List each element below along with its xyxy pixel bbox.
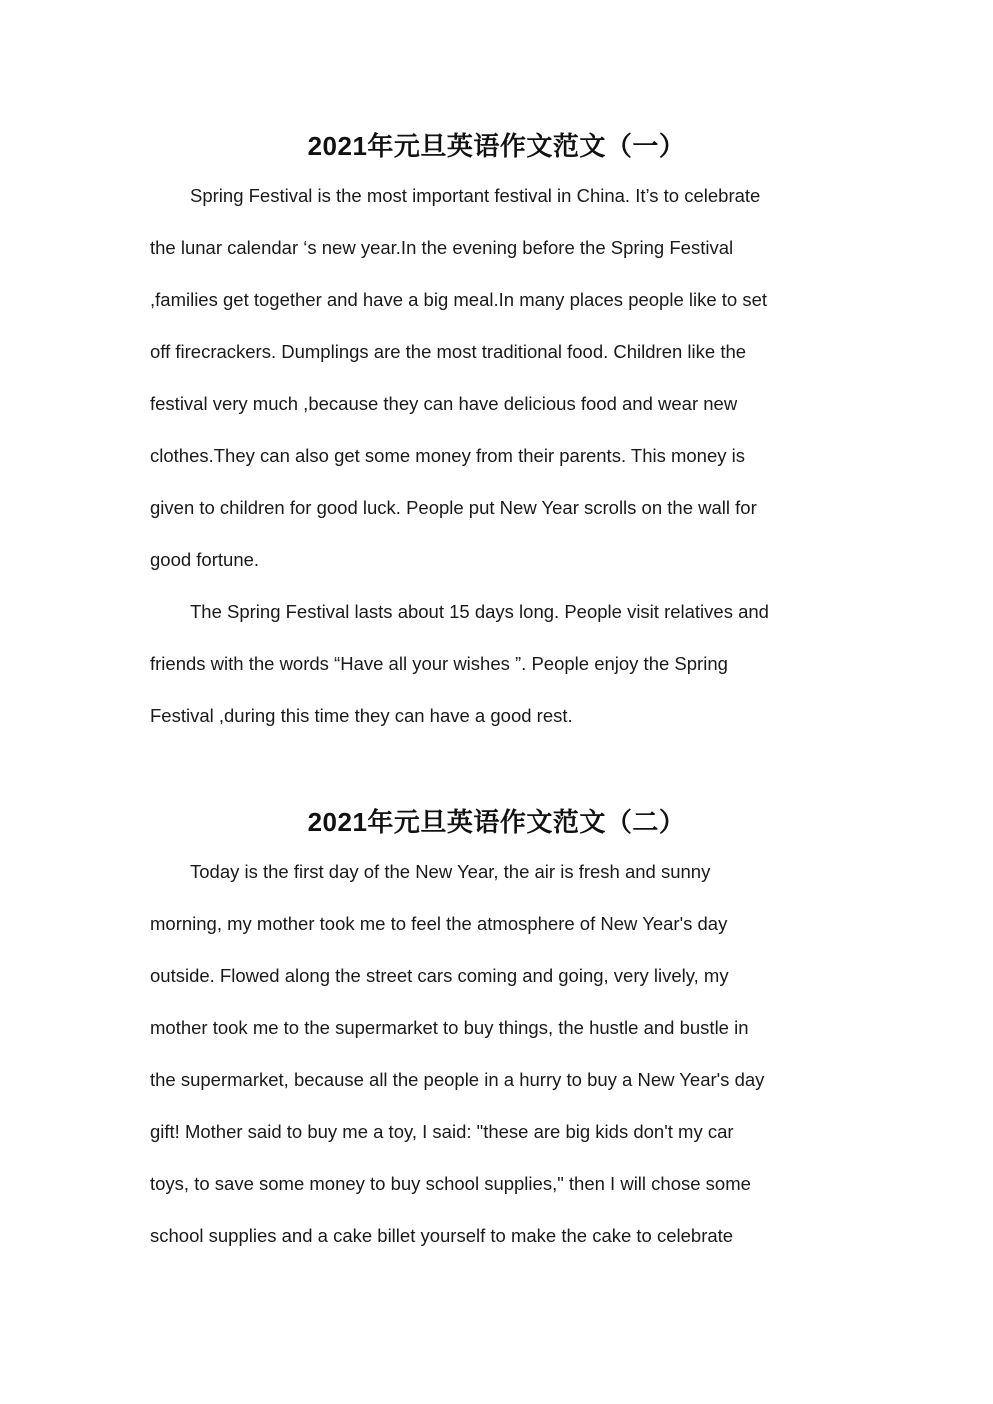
paragraph-line: Festival ,during this time they can have a good rest.	[150, 705, 573, 726]
paragraph-line: outside. Flowed along the street cars coming and going, very lively, my	[150, 965, 729, 986]
paragraph-line: mother took me to the supermarket to buy things, the hustle and bustle in	[150, 1017, 749, 1038]
section-title: 2021年元旦英语作文范文（一）	[307, 131, 686, 161]
paragraph-line: clothes.They can also get some money from their parents. This money is	[150, 445, 746, 466]
paragraph-line: morning, my mother took me to feel the atmosphere of New Year's day	[150, 913, 728, 934]
paragraph-line: The Spring Festival lasts about 15 days long. People visit relatives and	[190, 601, 769, 622]
paragraph-line: toys, to save some money to buy school supplies," then I will chose some	[150, 1173, 751, 1194]
paragraph-line: Spring Festival is the most important festival in China. It’s to celebrate	[190, 185, 761, 206]
paragraph-line: ,families get together and have a big meal.In many places people like to set	[150, 289, 768, 310]
paragraph-line: friends with the words “Have all your wishes ”. People enjoy the Spring	[150, 653, 728, 674]
paragraph-line: off firecrackers. Dumplings are the most traditional food. Children like the	[150, 341, 747, 362]
paragraph-line: Today is the first day of the New Year, the air is fresh and sunny	[190, 861, 711, 882]
paragraph-line: the supermarket, because all the people in a hurry to buy a New Year's day	[150, 1069, 765, 1090]
paragraph-line: given to children for good luck. People put New Year scrolls on the wall for	[150, 497, 757, 518]
paragraph-line: festival very much ,because they can have delicious food and wear new	[150, 393, 738, 414]
section-title: 2021年元旦英语作文范文（二）	[307, 807, 686, 837]
paragraph-line: the lunar calendar ‘s new year.In the evening before the Spring Festival	[150, 237, 734, 258]
paragraph-line: school supplies and a cake billet yourself to make the cake to celebrate	[150, 1225, 734, 1246]
paragraph-line: good fortune.	[150, 549, 260, 570]
paragraph-line: gift! Mother said to buy me a toy, I said: "these are big kids don't my car	[150, 1121, 734, 1142]
